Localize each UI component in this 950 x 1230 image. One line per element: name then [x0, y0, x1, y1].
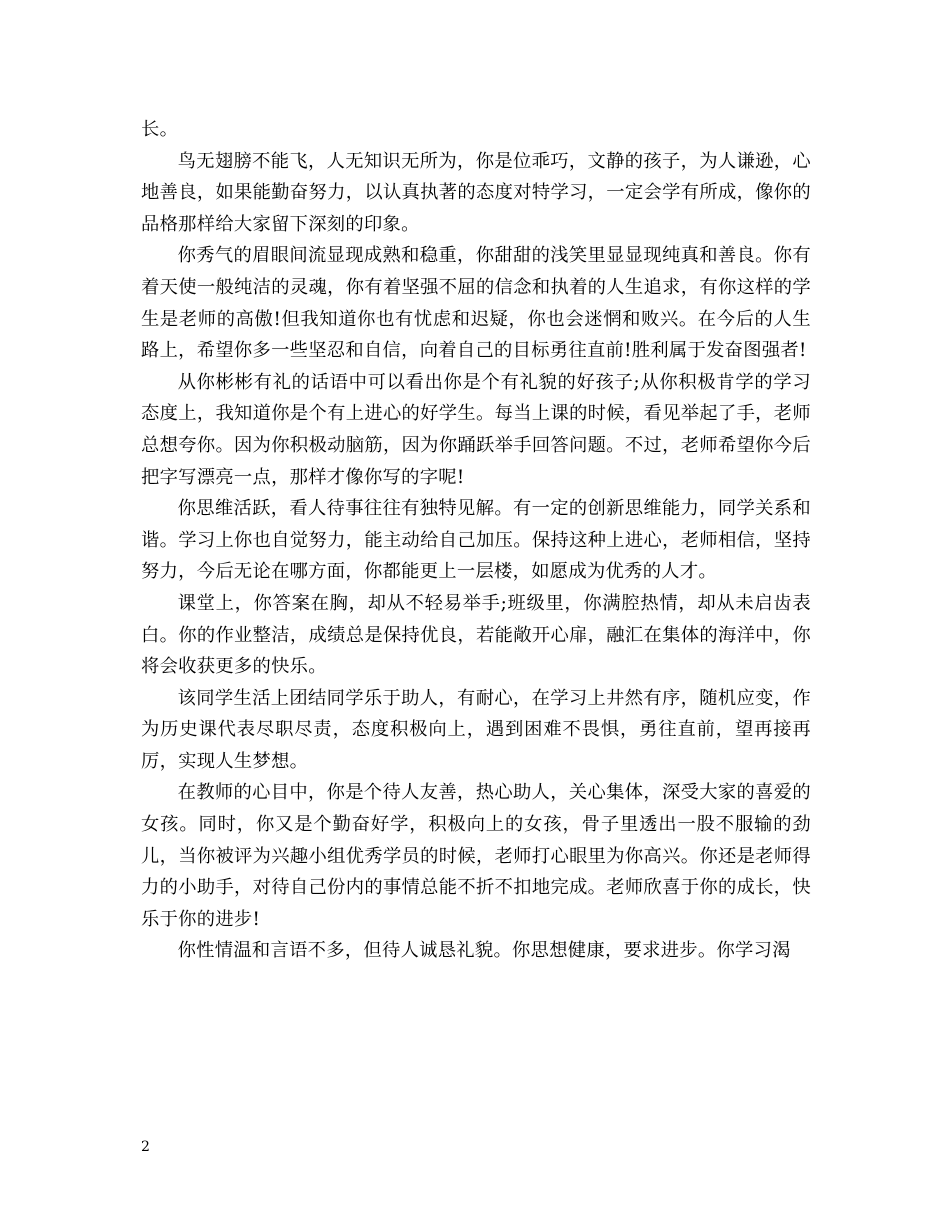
- paragraph-3: 你秀气的眉眼间流显现成熟和稳重，你甜甜的浅笑里显显现纯真和善良。你有着天使一般纯洁的灵魂，你有着坚强不屈的信念和执着的人生追求，有你这样的学生是老师的高傲!但我知道你也有忧虑和迟疑，你也会迷惘和败兴。在今后的人生路上，希望你多一些坚忍和自信，向着自己的目标勇往直前!胜利属于发奋图强者!: [141, 245, 811, 362]
- paragraph-4: 从你彬彬有礼的话语中可以看出你是个有礼貌的好孩子;从你积极肯学的学习态度上，我知道你是个有上进心的好学生。每当上课的时候，看见举起了手，老师总想夸你。因为你积极动脑筋，因为你踊跃举手回答问题。不过，老师希望你今后把字写漂亮一点，那样才像你写的字呢!: [141, 371, 811, 488]
- document-body: [141, 114, 811, 967]
- paragraph-5: 你思维活跃，看人待事往往有独特见解。有一定的创新思维能力，同学关系和谐。学习上你也自觉努力，能主动给自己加压。保持这种上进心，老师相信，坚持努力，今后无论在哪方面，你都能更上一层楼，如愿成为优秀的人才。: [141, 498, 811, 583]
- paragraph-9: 你性情温和言语不多，但待人诚恳礼貌。你思想健康，要求进步。你学习渴: [177, 940, 791, 962]
- paragraph-8: 在教师的心目中，你是个待人友善，热心助人，关心集体，深受大家的喜爱的女孩。同时，你又是个勤奋好学，积极向上的女孩，骨子里透出一股不服输的劲儿，当你被评为兴趣小组优秀学员的时候，老师打心眼里为你高兴。你还是老师得力的小助手，对待自己份内的事情总能不折不扣地完成。老师欣喜于你的成长，快乐于你的进步!: [141, 782, 811, 930]
- paragraph-1: 长。: [141, 119, 179, 140]
- page-number: 2: [141, 1139, 150, 1155]
- paragraph-6: 课堂上，你答案在胸，却从不轻易举手;班级里，你满腔热情，却从未启齿表白。你的作业整洁，成绩总是保持优良，若能敞开心扉，融汇在集体的海洋中，你将会收获更多的快乐。: [141, 592, 811, 678]
- paragraph-2: 鸟无翅膀不能飞，人无知识无所为，你是位乖巧，文静的孩子，为人谦逊，心地善良，如果能勤奋努力，以认真执著的态度对特学习，一定会学有所成，像你的品格那样给大家留下深刻的印象。: [141, 150, 811, 235]
- paragraph-7: 该同学生活上团结同学乐于助人，有耐心，在学习上井然有序，随机应变，作为历史课代表尽职尽责，态度积极向上，遇到困难不畏惧，勇往直前，望再接再厉，实现人生梦想。: [141, 687, 811, 772]
